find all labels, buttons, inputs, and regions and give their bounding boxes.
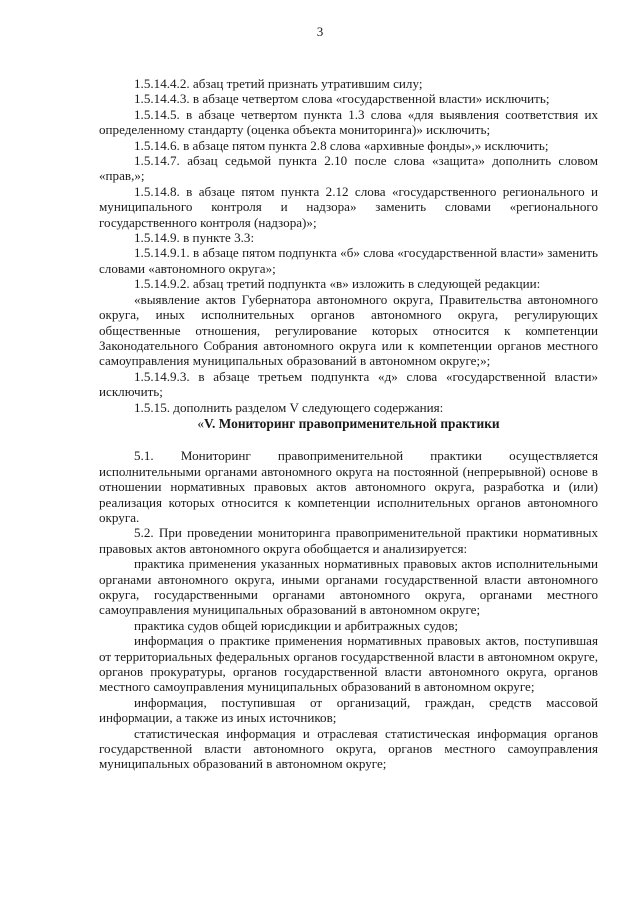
paragraph: 1.5.14.9.2. абзац третий подпункта «в» изложить в следующей редакции: — [134, 276, 541, 292]
paragraph: 1.5.14.8. в абзаце пятом пункта 2.12 слова «государственного регионального и муниципального контроля и надзора» заменить словами «регионального государственного контроля (надзора)»; — [99, 183, 598, 230]
quoted-paragraph: «выявление актов Губернатора автономного округа, Правительства автономного округа, иных исполнительных органов автономного округа, регулирующих общественные отношения, регулирование которых относится к компетенции Законодательного Собрания автономного округа или к компетенции органов местного самоуправления муниципальных образований в автономном округе;»; — [99, 291, 598, 369]
paragraph: 1.5.14.4.3. в абзаце четвертом слова «государственной власти» исключить; — [134, 91, 550, 107]
section-heading-quote: « — [197, 415, 205, 431]
document-body — [99, 76, 598, 772]
section-heading-text: V. Мониторинг правоприменительной практики — [204, 415, 500, 431]
section-paragraph: статистическая информация и отраслевая статистическая информация органов государственной власти автономного округа, органов местного самоуправления муниципальных образований в автономном округе; — [99, 725, 598, 772]
section-paragraph: информация о практике применения нормативных правовых актов, поступившая от территориальных федеральных органов государственной власти в автономном округе, органов прокуратуры, органов государственной власти автономного округа, органов местного самоуправления муниципальных образований в автономном округе; — [99, 633, 598, 695]
paragraph: 1.5.15. дополнить разделом V следующего содержания: — [134, 399, 444, 415]
paragraph: 1.5.14.9. в пункте 3.3: — [134, 230, 255, 246]
section-paragraph: практика судов общей юрисдикции и арбитражных судов; — [134, 617, 459, 633]
section-paragraph: 5.2. При проведении мониторинга правоприменительной практики нормативных правовых актов автономного округа обобщается и анализируется: — [99, 525, 598, 556]
paragraph: 1.5.14.4.2. абзац третий признать утратившим силу; — [134, 76, 423, 91]
paragraph: 1.5.14.9.1. в абзаце пятом подпункта «б» слова «государственной власти» заменить словами «автономного округа»; — [99, 245, 598, 276]
section-paragraph: 5.1. Мониторинг правоприменительной практики осуществляется исполнительными органами автономного округа на постоянной (непрерывной) основе в отношении нормативных правовых актов автономного округа, разработка и (или) реализация которых относится к компетенции исполнительных органов автономного округа. — [99, 448, 598, 525]
paragraph: 1.5.14.9.3. в абзаце третьем подпункта «д» слова «государственной власти» исключить; — [99, 368, 598, 400]
section-heading — [99, 416, 598, 431]
section-paragraph: практика применения указанных нормативных правовых актов исполнительными органами автономного округа, иными органами государственной власти автономного округа, государственными органами автономного округа, органами местного самоуправления муниципальных образований в автономном округе; — [99, 556, 598, 618]
section-paragraph: информация, поступившая от организаций, граждан, средств массовой информации, а также из иных источников; — [99, 694, 598, 726]
paragraph: 1.5.14.5. в абзаце четвертом пункта 1.3 слова «для выявления соответствия их определенному стандарту (оценка объекта мониторинга)» исключить; — [99, 106, 598, 138]
paragraph: 1.5.14.7. абзац седьмой пункта 2.10 после слова «защита» дополнить словом «прав,»; — [99, 153, 598, 184]
page-number: 3 — [316, 24, 324, 39]
paragraph: 1.5.14.6. в абзаце пятом пункта 2.8 слова «архивные фонды»,» исключить; — [134, 137, 549, 153]
